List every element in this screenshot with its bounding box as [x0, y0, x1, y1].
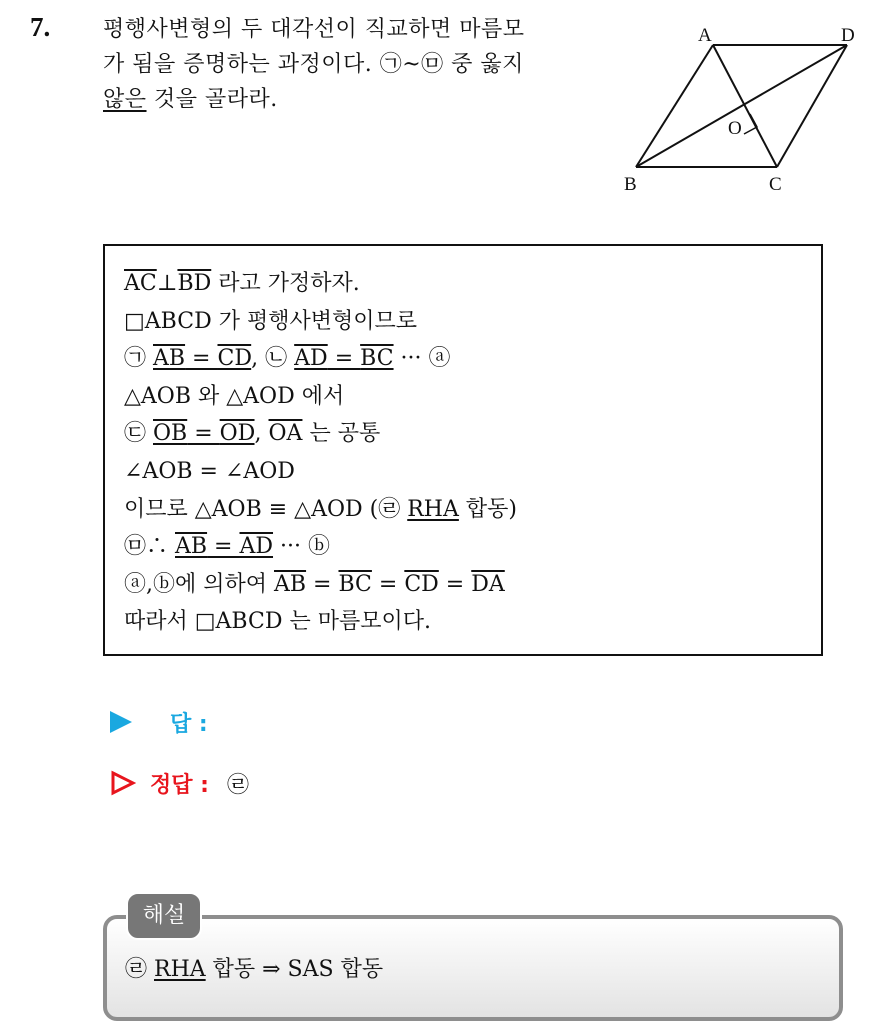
label-c: C: [769, 174, 782, 195]
segment-ad: AD: [294, 346, 328, 372]
play-triangle-icon: [110, 711, 132, 733]
step-5-statement: [175, 534, 273, 559]
proof-line-5: [124, 415, 821, 453]
question-text: [103, 12, 603, 117]
step-1-statement: [153, 346, 251, 371]
parallelogram-figure: [615, 18, 865, 198]
label-d: D: [841, 25, 855, 46]
proof-line-3: [124, 340, 821, 378]
label-b: B: [624, 174, 637, 195]
proof-line-6: ∠AOB = ∠AOD: [124, 458, 295, 484]
explanation-rha: RHA: [154, 957, 206, 982]
correct-answer-value: ㉣: [226, 772, 249, 798]
step-3-statement: [153, 421, 255, 446]
perp-symbol: ⊥: [156, 271, 178, 296]
segment-da: $\overline{DA}$: [471, 571, 505, 597]
mark-2: ㉡: [265, 346, 295, 372]
label-o: O: [728, 118, 742, 139]
label-a: A: [698, 25, 712, 46]
proof-line-1-text: 라고 가정하자.: [211, 271, 360, 296]
segment-ad: AD: [239, 534, 274, 560]
equals: =: [371, 571, 405, 597]
correct-answer-label: 정답 :: [150, 772, 209, 798]
proof-line-7: [124, 491, 821, 529]
proof-line-8: [124, 528, 821, 566]
comma: ,: [251, 346, 266, 372]
question-line-2: 가 됨을 증명하는 과정이다. ㉠~㉤ 중 옳지: [103, 52, 524, 77]
side-cd: [777, 45, 847, 167]
mark-1: ㉠: [124, 346, 153, 372]
explanation-text: [125, 953, 383, 987]
proof-line-1: [124, 265, 821, 303]
segment-bc: $\overline{BC}$: [338, 571, 372, 597]
proof-box: [103, 244, 823, 656]
correct-answer-row: [110, 763, 249, 803]
question-number: 7.: [30, 12, 51, 42]
common-text: 는 공통: [302, 421, 381, 447]
explanation-tab: 해설: [126, 892, 202, 940]
equals: =: [187, 421, 220, 447]
outline-triangle-icon: [110, 770, 136, 796]
segment-od: OD: [219, 421, 255, 447]
proof-line-10: 따라서 □ABCD 는 마름모이다.: [124, 609, 431, 635]
segment-ab: $\overline{AB}$: [274, 571, 307, 597]
segment-ab: AB: [153, 346, 186, 372]
proof-line-2: □ABCD 가 평행사변형이므로: [124, 308, 417, 334]
equals: =: [207, 534, 240, 560]
segment-bc: BC: [360, 346, 394, 372]
question-line-1: 평행사변형의 두 대각선이 직교하면 마름모: [103, 17, 525, 42]
mark-3: ㉢: [124, 421, 153, 447]
ref-a: ··· ⓐ: [393, 346, 451, 372]
segment-bd: $\overline{BD}$: [177, 271, 212, 296]
equals: =: [327, 346, 361, 372]
segment-ob: OB: [153, 421, 188, 447]
side-ab: [636, 45, 713, 167]
equals: =: [438, 571, 472, 597]
explanation-rest: 합동 ⇒ SAS 합동: [205, 957, 384, 982]
step-2-statement: [294, 346, 393, 371]
congruence-prefix: 이므로 △AOB ≡ △AOD (㉣: [124, 496, 408, 522]
question-line-3: [103, 82, 603, 117]
segment-cd: $\overline{CD}$: [404, 571, 439, 597]
segment-ab: AB: [175, 534, 208, 560]
segment-ac: $\overline{AC}$: [124, 271, 157, 296]
equals: =: [306, 571, 339, 597]
ref-b: ··· ⓑ: [273, 534, 330, 560]
segment-oa: $\overline{OA}$: [268, 421, 303, 447]
explanation-mark: ㉣: [125, 957, 154, 982]
proof-line-4: △AOB 와 △AOD 에서: [124, 383, 345, 409]
proof-line-9: [124, 566, 821, 604]
equals: =: [185, 346, 218, 372]
segment-cd: CD: [217, 346, 252, 372]
comma: ,: [254, 421, 269, 447]
question-line-3-rest: 것을 골라라.: [146, 87, 278, 112]
rha-text: RHA: [407, 496, 459, 522]
answer-row: [110, 702, 208, 742]
not-correct-emphasis: 않은: [103, 87, 147, 112]
congruence-suffix: 합동): [458, 496, 517, 522]
mark-5: ㉤∴: [124, 534, 175, 560]
diagonal-bd: [636, 45, 847, 167]
answer-label: 답 :: [170, 711, 208, 737]
diagonal-ac: [713, 45, 777, 167]
by-refs-text: ⓐ,ⓑ에 의하여: [124, 571, 274, 597]
